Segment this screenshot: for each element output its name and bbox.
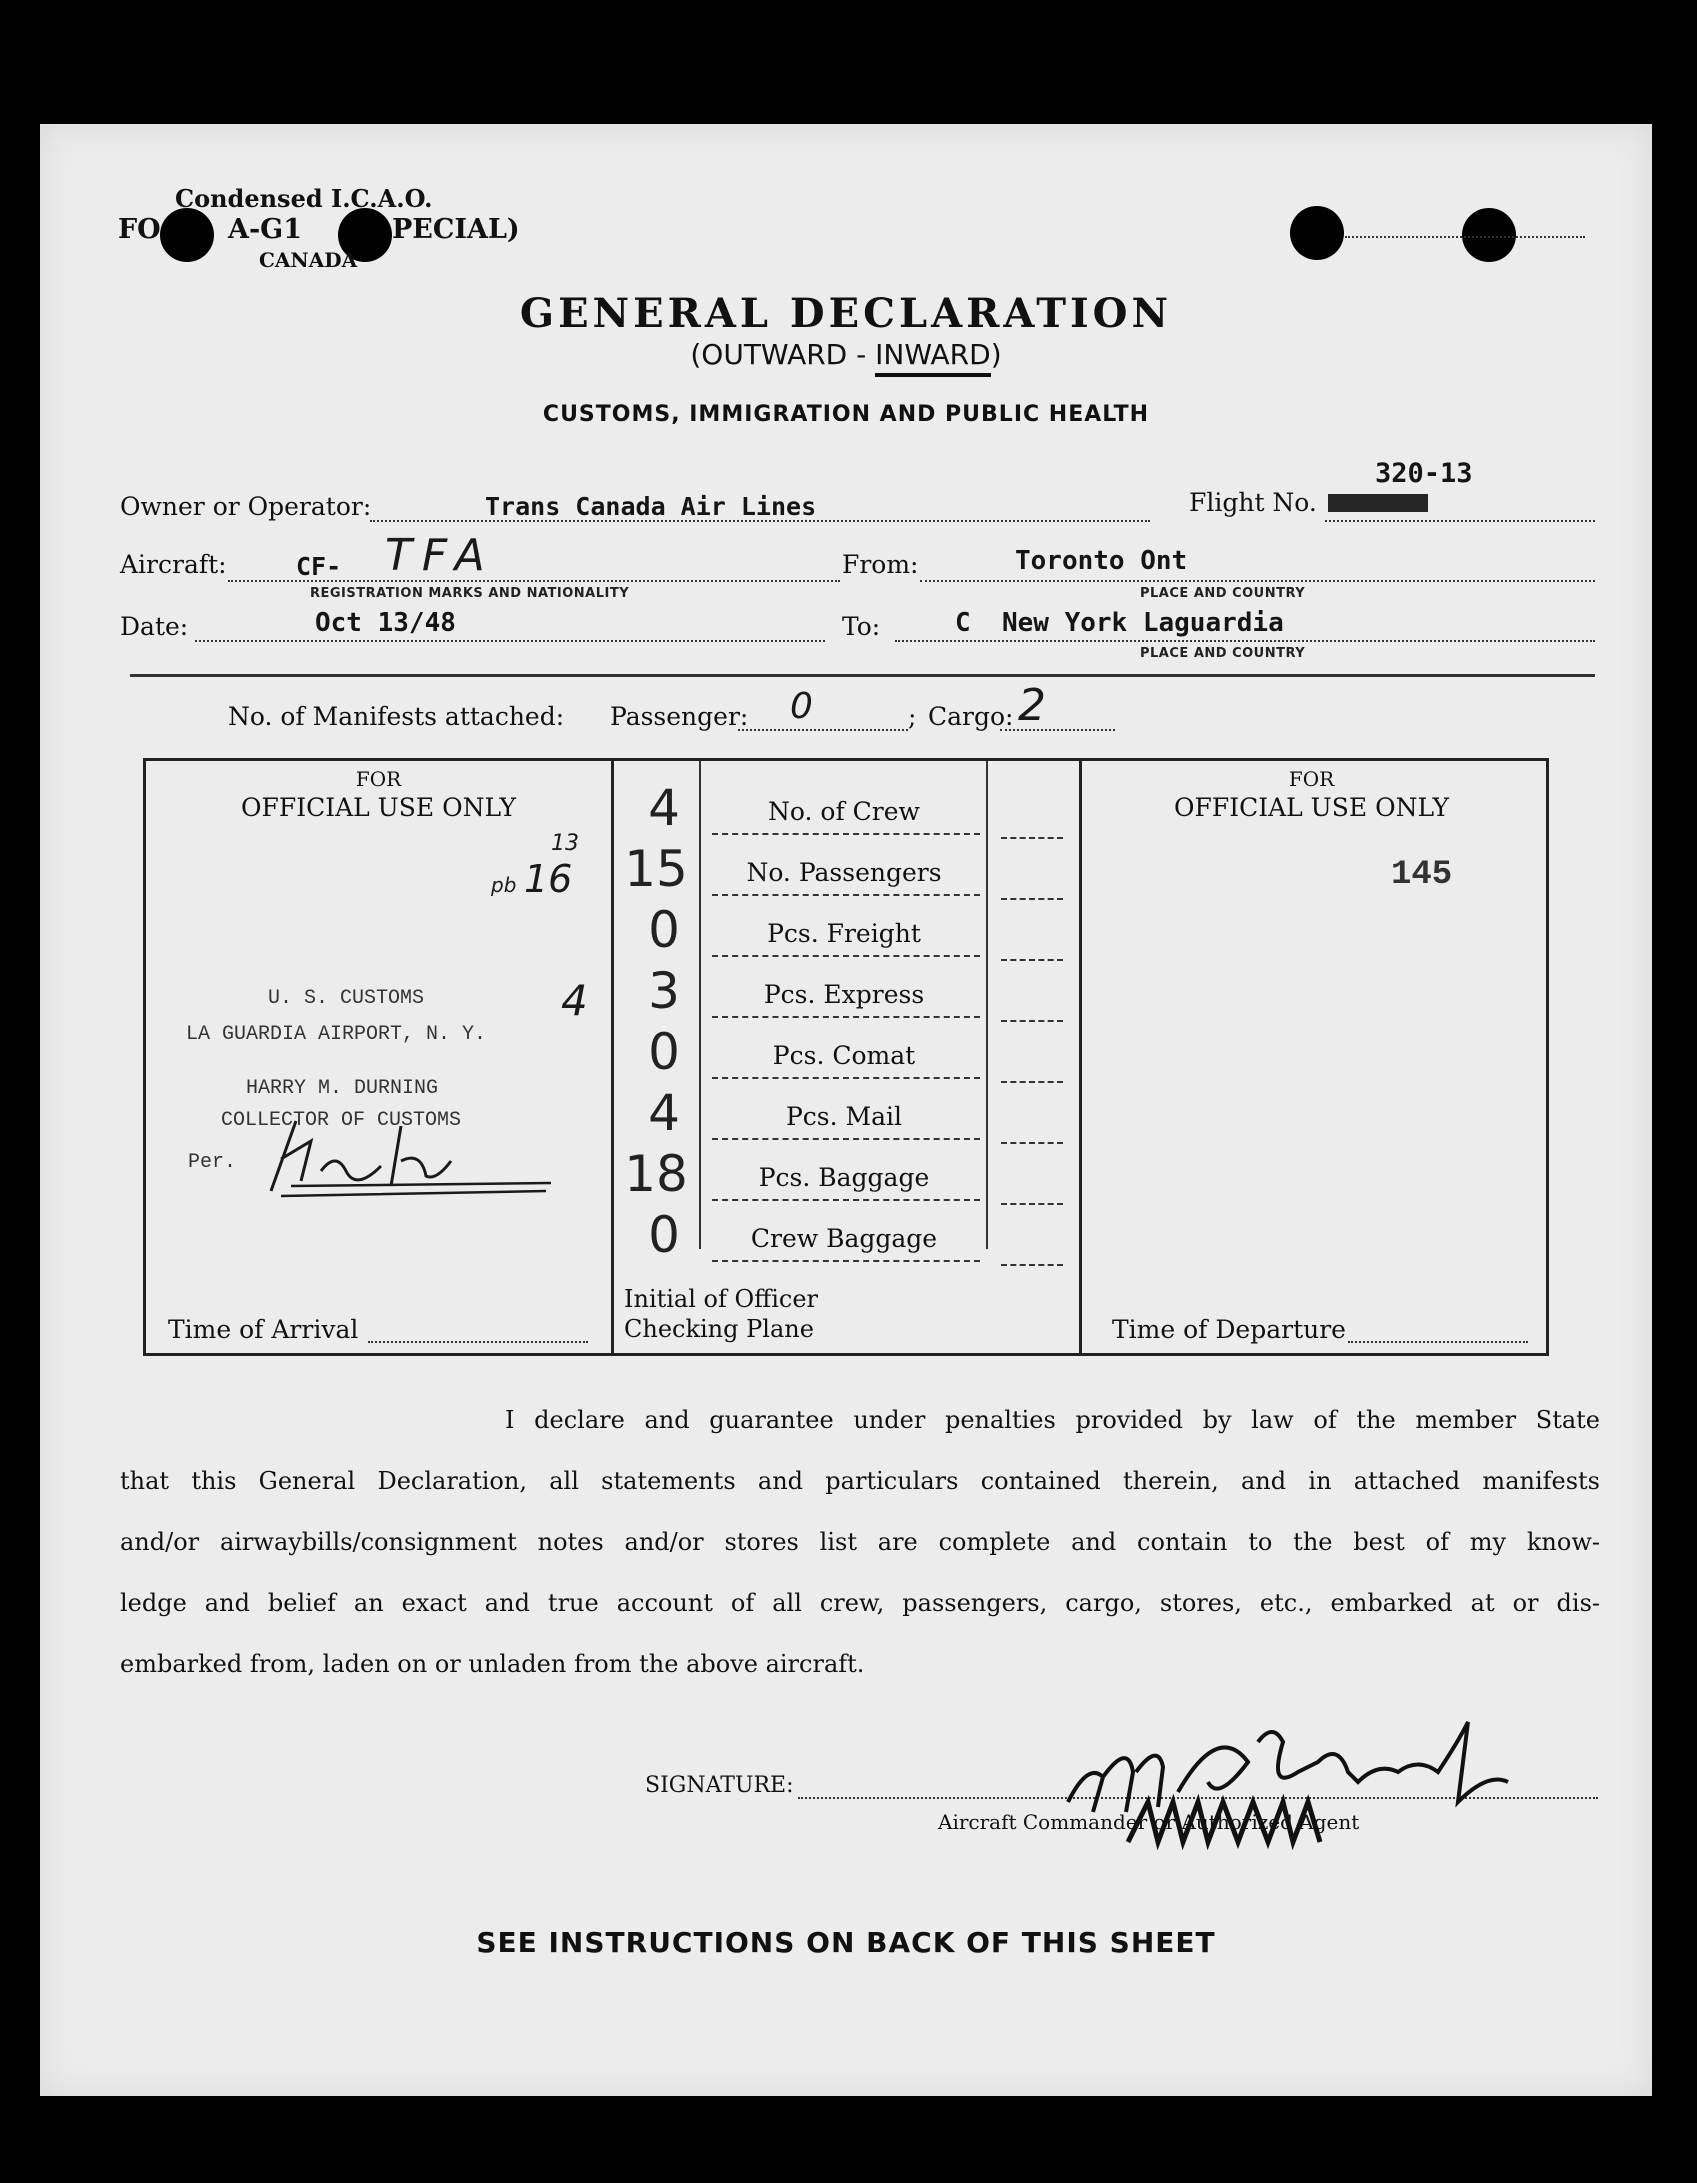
right-official-value: 145 (1391, 856, 1453, 894)
row-label: No. of Crew (768, 797, 920, 826)
date-value: Oct 13/48 (315, 608, 456, 638)
row-rule-extra (1001, 898, 1063, 900)
row-rule-extra (1001, 1081, 1063, 1083)
row-rule (712, 1016, 980, 1018)
flight-label: Flight No. (1189, 488, 1317, 517)
row-rule-extra (1001, 959, 1063, 961)
time-of-departure-label: Time of Departure (1112, 1315, 1346, 1344)
row-label: Pcs. Express (763, 980, 925, 1009)
declaration-line-5: embarked from, laden on or unladen from the above aircraft. (120, 1650, 865, 1678)
form-title: GENERAL DECLARATION (519, 290, 1173, 337)
customs-stamp-line1: U. S. CUSTOMS (267, 987, 425, 1010)
left-note-13: 13 (551, 831, 579, 856)
to-label: To: (842, 612, 881, 641)
to-dotted-line (895, 640, 1595, 642)
time-of-arrival-label: Time of Arrival (168, 1315, 359, 1344)
punch-hole-right-1 (1290, 206, 1344, 260)
declaration-line-4: ledge and belief an exact and true account of all crew, passengers, cargo, stores, etc., embarked at or dis- (120, 1589, 1600, 1617)
row-rule-extra (1001, 1020, 1063, 1022)
form-id-line2-a: FO (118, 214, 161, 245)
left-note-pb: pb (491, 873, 517, 897)
punch-hole-right-2 (1462, 208, 1516, 262)
flight-dotted-line (1325, 520, 1595, 522)
row-value: 4 (648, 1084, 680, 1142)
row-value: 0 (648, 1023, 680, 1081)
passenger-value: 0 (790, 686, 813, 727)
customs-stamp-per: Per. (188, 1151, 237, 1174)
form-subtitle (40, 338, 1652, 371)
row-label: Pcs. Baggage (758, 1163, 930, 1192)
aircraft-value-handwritten: TFA (385, 530, 495, 581)
row-value: 15 (624, 840, 688, 898)
passenger-label: Passenger: (610, 702, 749, 731)
row-rule (712, 1199, 980, 1201)
customs-officer-signature (251, 1111, 571, 1201)
row-rule-extra (1001, 837, 1063, 839)
form-id-line2-c: PECIAL) (392, 214, 520, 245)
cargo-label: Cargo: (928, 702, 1014, 731)
form-id-line2-b: A-G1 (228, 214, 302, 245)
row-value: 4 (648, 779, 680, 837)
row-rule-extra (1001, 1203, 1063, 1205)
left-official-head1: FOR (355, 767, 402, 791)
row-rule (712, 894, 980, 896)
owner-label: Owner or Operator: (120, 492, 372, 521)
time-of-departure-dotted-line (1348, 1341, 1528, 1343)
subtitle-inward: INWARD (875, 338, 991, 377)
from-dotted-line (920, 580, 1595, 582)
initial-officer-label2: Checking Plane (624, 1315, 814, 1343)
form-id-line3: CANADA (259, 248, 358, 272)
from-caption: PLACE AND COUNTRY (1140, 586, 1306, 601)
row-rule (712, 1260, 980, 1262)
punch-hole-left (160, 208, 214, 262)
left-official-head2: OFFICIAL USE ONLY (241, 793, 516, 822)
official-use-table (143, 758, 1549, 1356)
row-rule (712, 1077, 980, 1079)
customs-stamp-line2: LA GUARDIA AIRPORT, N. Y. (186, 1023, 487, 1046)
aircraft-label: Aircraft: (120, 550, 227, 579)
date-dotted-line (195, 640, 825, 642)
aircraft-caption: REGISTRATION MARKS AND NATIONALITY (310, 586, 630, 601)
manifests-label: No. of Manifests attached: (228, 702, 565, 731)
owner-value: Trans Canada Air Lines (485, 492, 817, 521)
row-label: Pcs. Comat (772, 1041, 916, 1070)
passenger-dotted-line (738, 729, 908, 731)
left-note-4: 4 (561, 976, 588, 1025)
row-value: 18 (624, 1145, 688, 1203)
row-label: Crew Baggage (750, 1224, 938, 1253)
footer-instructions: SEE INSTRUCTIONS ON BACK OF THIS SHEET (476, 1926, 1216, 1959)
right-official-head1: FOR (1288, 767, 1335, 791)
right-official-head2: OFFICIAL USE ONLY (1174, 793, 1449, 822)
table-divider-right (1079, 761, 1082, 1353)
row-label: Pcs. Mail (785, 1102, 903, 1131)
subtitle-open: (OUTWARD - (690, 338, 876, 371)
header-separator (130, 674, 1595, 677)
table-divider-labels (986, 761, 988, 1249)
top-right-dotted-line (1345, 236, 1585, 238)
declaration-line-1: I declare and guarantee under penalties provided by law of the member State (505, 1406, 1600, 1434)
row-label: No. Passengers (746, 858, 942, 887)
from-value: Toronto Ont (1015, 546, 1188, 576)
cargo-value: 2 (1018, 680, 1046, 731)
declaration-form-sheet (40, 124, 1652, 2096)
row-rule (712, 833, 980, 835)
flight-value: 320-13 (1375, 458, 1473, 489)
row-rule-extra (1001, 1264, 1063, 1266)
to-caption: PLACE AND COUNTRY (1140, 646, 1306, 661)
date-label: Date: (120, 612, 189, 641)
to-value: C New York Laguardia (955, 608, 1284, 638)
row-value: 0 (648, 1206, 680, 1264)
time-of-arrival-dotted-line (368, 1341, 588, 1343)
row-label: Pcs. Freight (767, 919, 921, 948)
left-note-16: 16 (524, 857, 573, 901)
row-rule-extra (1001, 1142, 1063, 1144)
signature-label: SIGNATURE: (645, 1773, 794, 1798)
form-id-line1: Condensed I.C.A.O. (175, 184, 433, 213)
form-heading: CUSTOMS, IMMIGRATION AND PUBLIC HEALTH (542, 402, 1150, 427)
table-divider-left (611, 761, 614, 1353)
aircraft-value-typed: CF- (296, 552, 342, 581)
row-rule (712, 1138, 980, 1140)
initial-officer-label1: Initial of Officer (624, 1285, 819, 1313)
customs-stamp-line4: COLLECTOR OF CUSTOMS (221, 1109, 462, 1132)
manifest-separator: ; (908, 702, 917, 731)
signature-caption: Aircraft Commander or Authorized Agent (938, 1810, 1360, 1834)
declaration-line-3: and/or airwaybills/consignment notes and/or stores list are complete and contain to the best of my know- (120, 1528, 1600, 1556)
from-label: From: (842, 550, 919, 579)
customs-stamp-line3: HARRY M. DURNING (246, 1077, 439, 1100)
row-value: 0 (648, 901, 680, 959)
flight-value-struck (1328, 494, 1428, 512)
row-value: 3 (648, 962, 680, 1020)
subtitle-close: ) (990, 338, 1002, 371)
declaration-line-2: that this General Declaration, all statements and particulars contained therein, and in attached manifests (120, 1467, 1600, 1495)
row-rule (712, 955, 980, 957)
